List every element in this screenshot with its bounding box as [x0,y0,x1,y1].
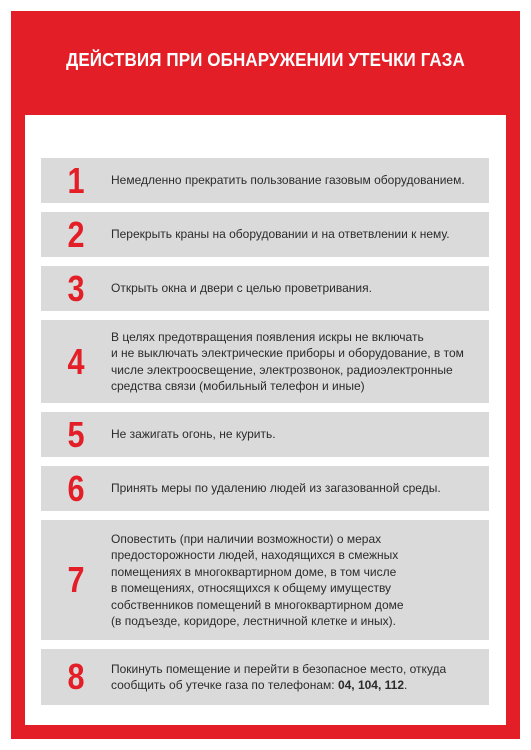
step-8 [41,649,489,705]
step-number: 4 [67,340,85,382]
step-text: Не зажигать огонь, не курить. [111,427,276,442]
steps-panel [25,115,506,725]
step-number: 2 [67,213,85,255]
step-2 [41,212,489,257]
step-text: Открыть окна и двери с целью проветривания. [111,281,372,296]
step-3 [41,266,489,311]
step-number: 3 [67,267,85,309]
step-number: 1 [67,159,85,201]
poster-frame [11,11,520,739]
step-text: Перекрыть краны на оборудовании и на ответвлении к нему. [111,227,450,242]
page-title: ДЕЙСТВИЯ ПРИ ОБНАРУЖЕНИИ УТЕЧКИ ГАЗА [66,49,465,70]
step-4 [41,320,489,403]
step-number: 8 [67,656,85,697]
step-number: 6 [67,467,85,509]
step-1 [41,158,489,203]
step-text: В целях предотвращения появления искры не включать и не выключать электрические приборы и оборудование, в том числе электроосвещение, электрозвонок, радиоэлектронные средства связи (мобильный телефон и иные) [111,329,464,393]
phone-numbers: 04, 104, 112 [337,678,405,692]
step-text: Покинуть помещение и перейти в безопасное место, откуда сообщить об утечке газа по телефонам: 04, 104, 112. [111,661,447,692]
step-7 [41,520,489,640]
step-number: 7 [67,559,85,600]
step-5 [41,412,489,457]
step-6 [41,466,489,511]
step-number: 5 [67,413,85,455]
step-text: Оповестить (при наличии возможности) о мерах предосторожности людей, находящихся в смежных помещениях в многоквартирном доме, в том числе в помещениях, относящихся к общему имуществу собственников помещений в многоквартирном доме (в подъезде, коридоре, лестничной клетке и иных). [111,531,404,628]
step-text: Принять меры по удалению людей из загазованной среды. [111,481,441,496]
step-text: Немедленно прекратить пользование газовым оборудованием. [111,173,465,188]
